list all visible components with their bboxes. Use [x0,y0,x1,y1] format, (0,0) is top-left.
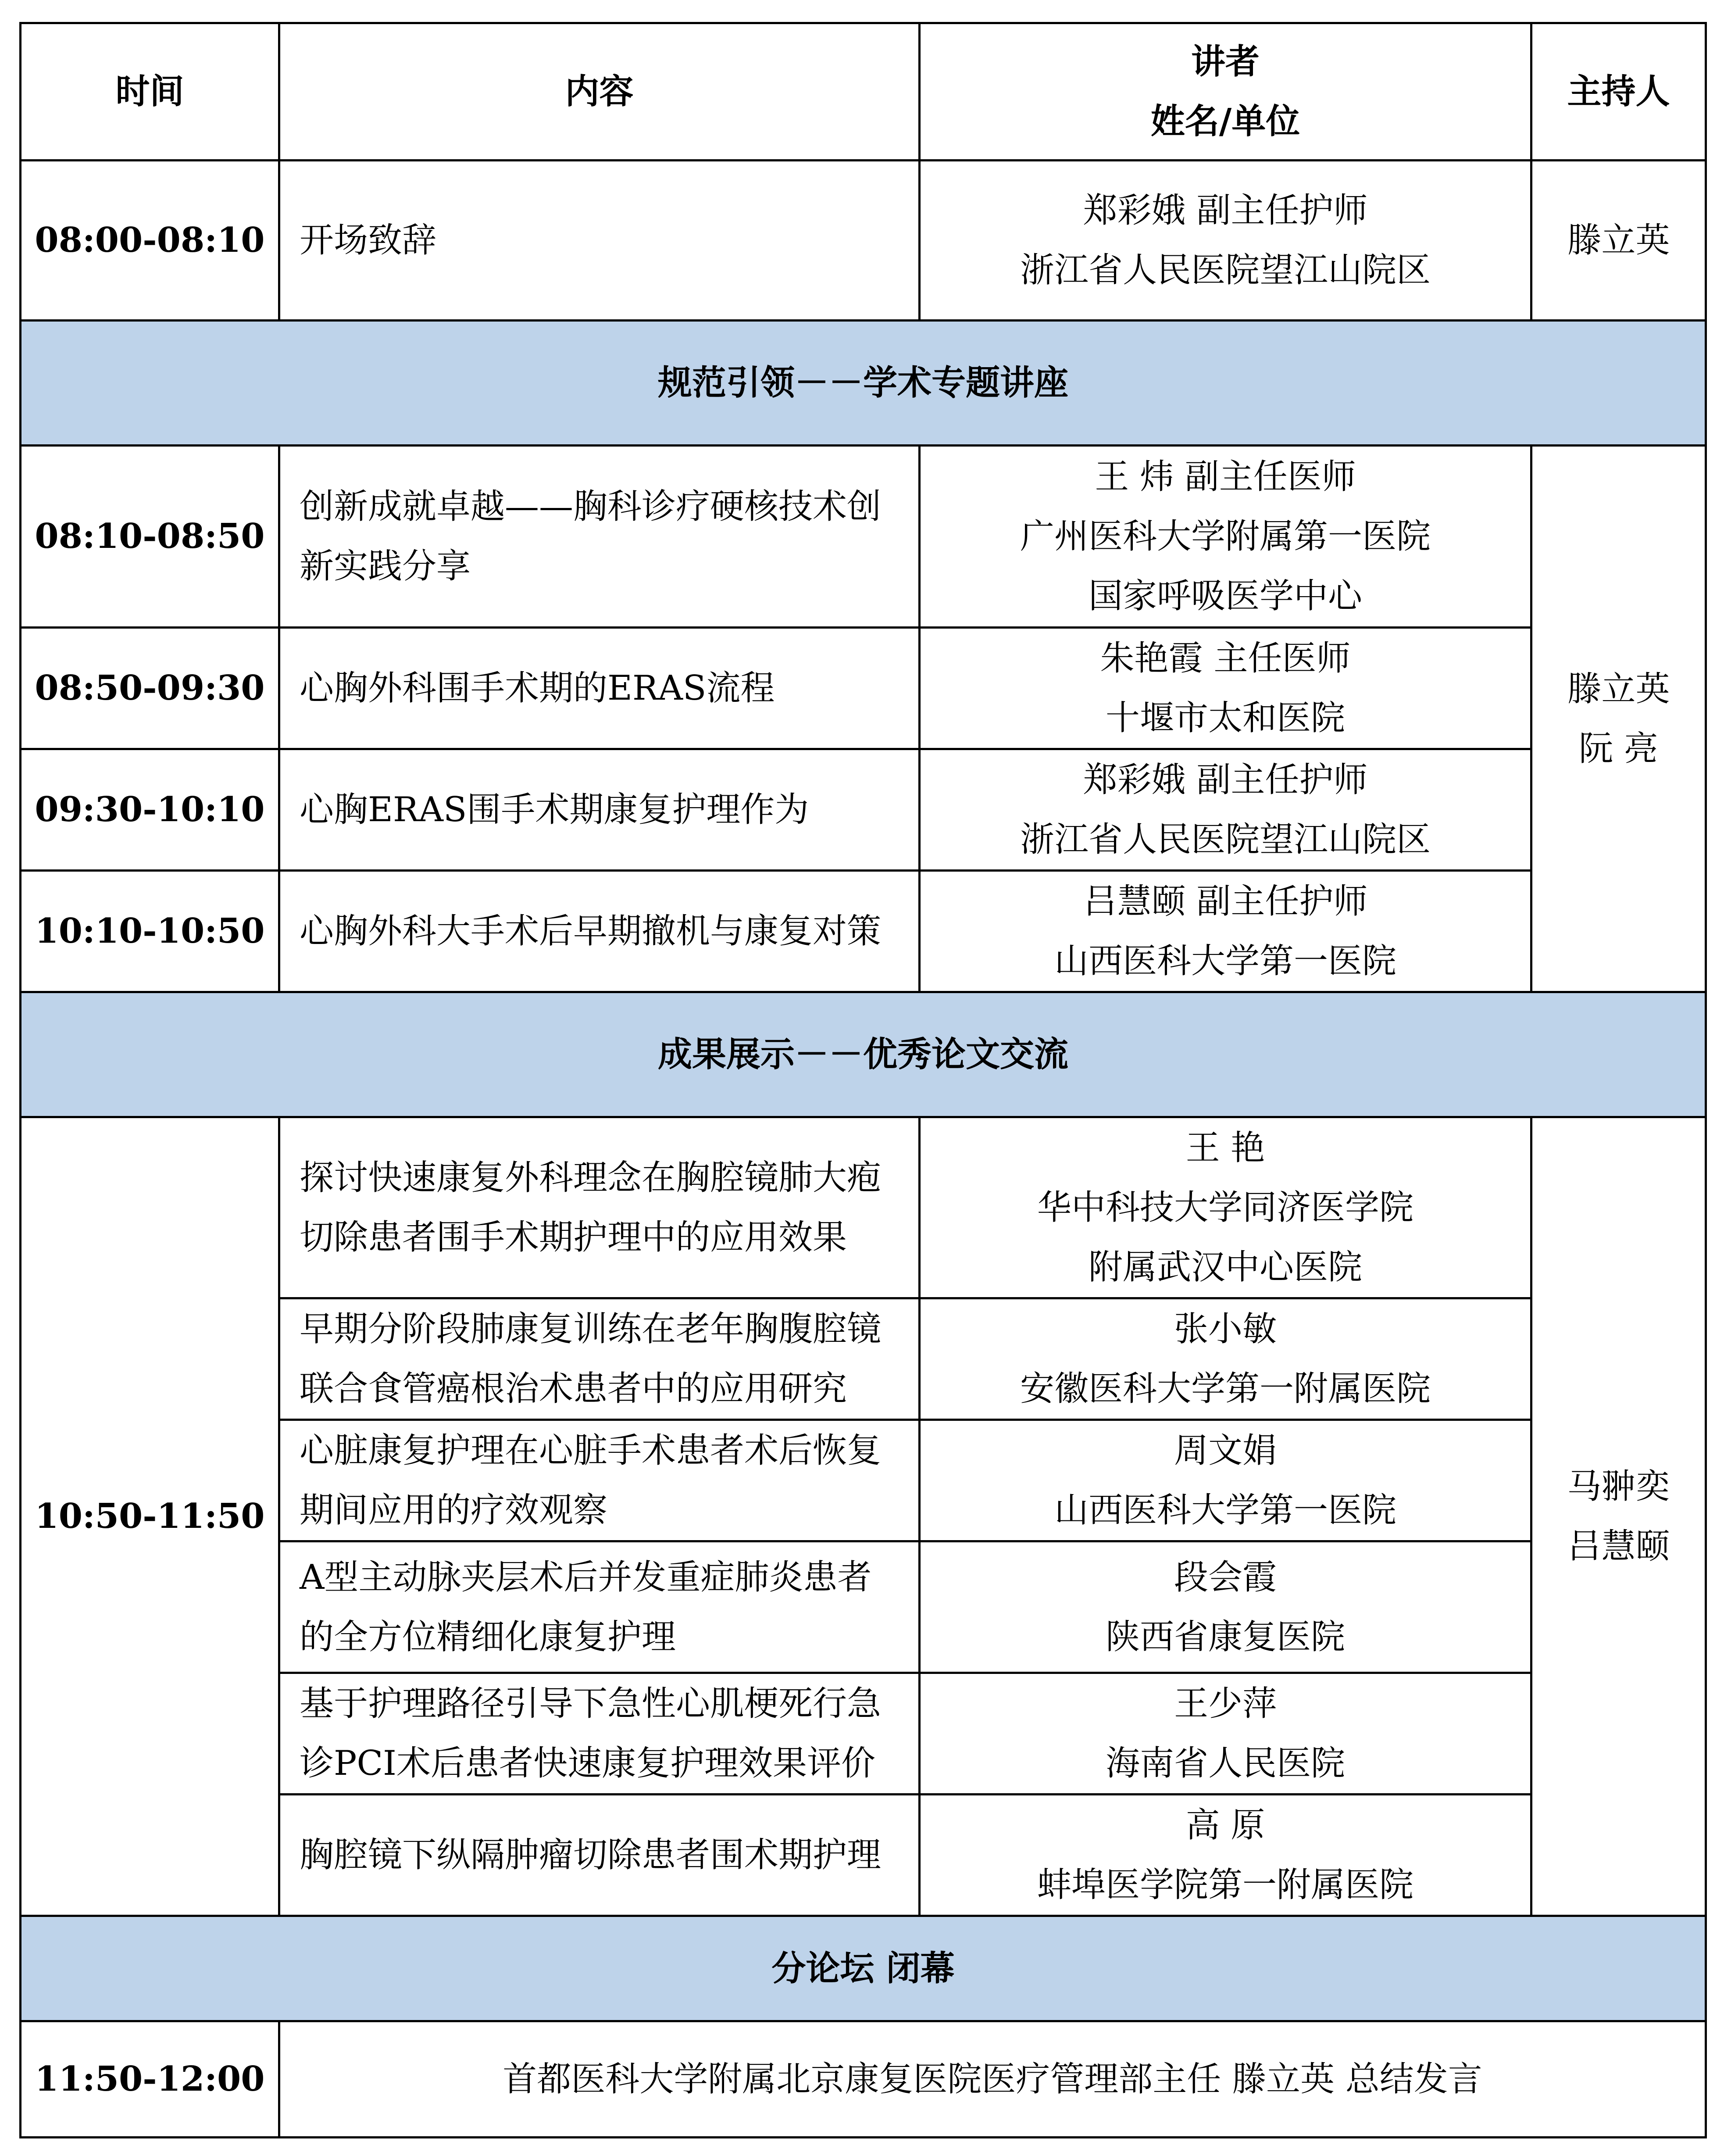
speaker-name: 王 炜 副主任医师 [1095,457,1356,497]
time-cell: 08:00-08:10 [21,161,279,321]
content-line: 基于护理路径引导下急性心肌梗死行急 [300,1684,882,1723]
speaker-affiliation: 附属武汉中心医院 [1088,1248,1362,1287]
header-row [21,23,1706,161]
closing-row [21,2021,1706,2138]
content-cell: 心胸外科围手术期的ERAS流程 [279,628,920,749]
speaker-affiliation: 浙江省人民医院望江山院区 [1020,250,1431,290]
content-line: 切除患者围手术期护理中的应用效果 [300,1218,847,1257]
content-cell [279,1298,920,1420]
agenda-row [21,749,1706,871]
content-line: 的全方位精细化康复护理 [300,1617,676,1657]
time-cell: 10:10-10:50 [21,871,279,992]
content-line: 新实践分享 [300,547,471,586]
speaker-name: 郑彩娥 副主任护师 [1083,191,1368,230]
speaker-name: 张小敏 [1174,1309,1277,1349]
time-cell: 08:10-08:50 [21,446,279,628]
speaker-name: 高 原 [1185,1806,1265,1845]
host-cell [1531,1117,1706,1916]
host-name: 吕慧颐 [1567,1527,1670,1566]
content-line: 期间应用的疗效观察 [300,1491,608,1530]
speaker-name: 朱艳霞 主任医师 [1100,639,1351,678]
speaker-affiliation: 安徽医科大学第一附属医院 [1020,1369,1431,1409]
speaker-affiliation: 山西医科大学第一医院 [1054,1491,1396,1530]
speaker-affiliation: 华中科技大学同济医学院 [1037,1188,1413,1227]
speaker-affiliation: 国家呼吸医学中心 [1088,576,1362,616]
closing-content-cell: 首都医科大学附属北京康复医院医疗管理部主任 滕立英 总结发言 [279,2021,1706,2138]
content-cell: 心胸ERAS围手术期康复护理作为 [279,749,920,871]
time-cell: 09:30-10:10 [21,749,279,871]
time-cell: 10:50-11:50 [21,1117,279,1916]
speaker-cell [920,1420,1531,1541]
content-cell: 心胸外科大手术后早期撤机与康复对策 [279,871,920,992]
agenda-row [21,628,1706,749]
content-line: 诊PCI术后患者快速康复护理效果评价 [300,1744,875,1783]
speaker-affiliation: 海南省人民医院 [1105,1744,1345,1783]
speaker-name: 吕慧颐 副主任护师 [1083,882,1368,921]
agenda-table [19,22,1707,2138]
content-line: 早期分阶段肺康复训练在老年胸腹腔镜 [300,1309,882,1349]
speaker-affiliation: 陕西省康复医院 [1105,1617,1345,1657]
host-name: 阮 亮 [1579,729,1658,769]
speaker-name: 段会霞 [1174,1557,1277,1597]
content-cell [279,1541,920,1673]
host-cell [1531,446,1706,992]
content-line: 创新成就卓越——胸科诊疗硬核技术创 [300,487,882,526]
agenda-row [21,1117,1706,1298]
time-cell: 11:50-12:00 [21,2021,279,2138]
section-title: 分论坛 闭幕 [21,1916,1706,2021]
speaker-affiliation: 广州医科大学附属第一医院 [1020,517,1431,556]
speaker-cell [920,446,1531,628]
content-line: 探讨快速康复外科理念在胸腔镜肺大疱 [300,1158,882,1198]
speaker-name: 王少萍 [1174,1684,1277,1723]
header-content: 内容 [279,23,920,161]
section-title: 规范引领－－学术专题讲座 [21,321,1706,446]
time-cell: 08:50-09:30 [21,628,279,749]
speaker-affiliation: 山西医科大学第一医院 [1054,941,1396,981]
section-title: 成果展示－－优秀论文交流 [21,992,1706,1117]
opening-row [21,161,1706,321]
speaker-cell [920,1541,1531,1673]
header-speaker-title: 讲者 [1191,42,1260,82]
section-header-closing [21,1916,1706,2021]
section-header-lectures [21,321,1706,446]
speaker-affiliation: 蚌埠医学院第一附属医院 [1037,1865,1413,1905]
speaker-cell [920,1117,1531,1298]
speaker-affiliation: 浙江省人民医院望江山院区 [1020,820,1431,859]
speaker-cell [920,628,1531,749]
host-name: 滕立英 [1567,669,1670,709]
section-header-papers [21,992,1706,1117]
speaker-name: 周文娟 [1174,1431,1277,1470]
speaker-affiliation: 十堰市太和医院 [1105,698,1345,738]
content-cell [279,1117,920,1298]
content-cell [279,446,920,628]
agenda-row [21,871,1706,992]
content-line: A型主动脉夹层术后并发重症肺炎患者 [300,1557,872,1597]
content-cell: 胸腔镜下纵隔肿瘤切除患者围术期护理 [279,1795,920,1916]
speaker-cell [920,871,1531,992]
host-name: 马翀奕 [1567,1467,1670,1506]
speaker-cell [920,1673,1531,1795]
header-host: 主持人 [1531,23,1706,161]
agenda-row [21,446,1706,628]
speaker-cell [920,1298,1531,1420]
content-cell [279,1673,920,1795]
header-speaker [920,23,1531,161]
content-cell [279,1420,920,1541]
speaker-name: 郑彩娥 副主任护师 [1083,760,1368,800]
host-cell: 滕立英 [1531,161,1706,321]
speaker-cell [920,161,1531,321]
content-line: 联合食管癌根治术患者中的应用研究 [300,1369,847,1409]
speaker-cell [920,1795,1531,1916]
speaker-cell [920,749,1531,871]
speaker-name: 王 艳 [1185,1128,1265,1168]
header-speaker-subtitle: 姓名/单位 [1150,102,1300,141]
header-time: 时间 [21,23,279,161]
content-line: 心脏康复护理在心脏手术患者术后恢复 [300,1431,882,1470]
content-cell: 开场致辞 [279,161,920,321]
